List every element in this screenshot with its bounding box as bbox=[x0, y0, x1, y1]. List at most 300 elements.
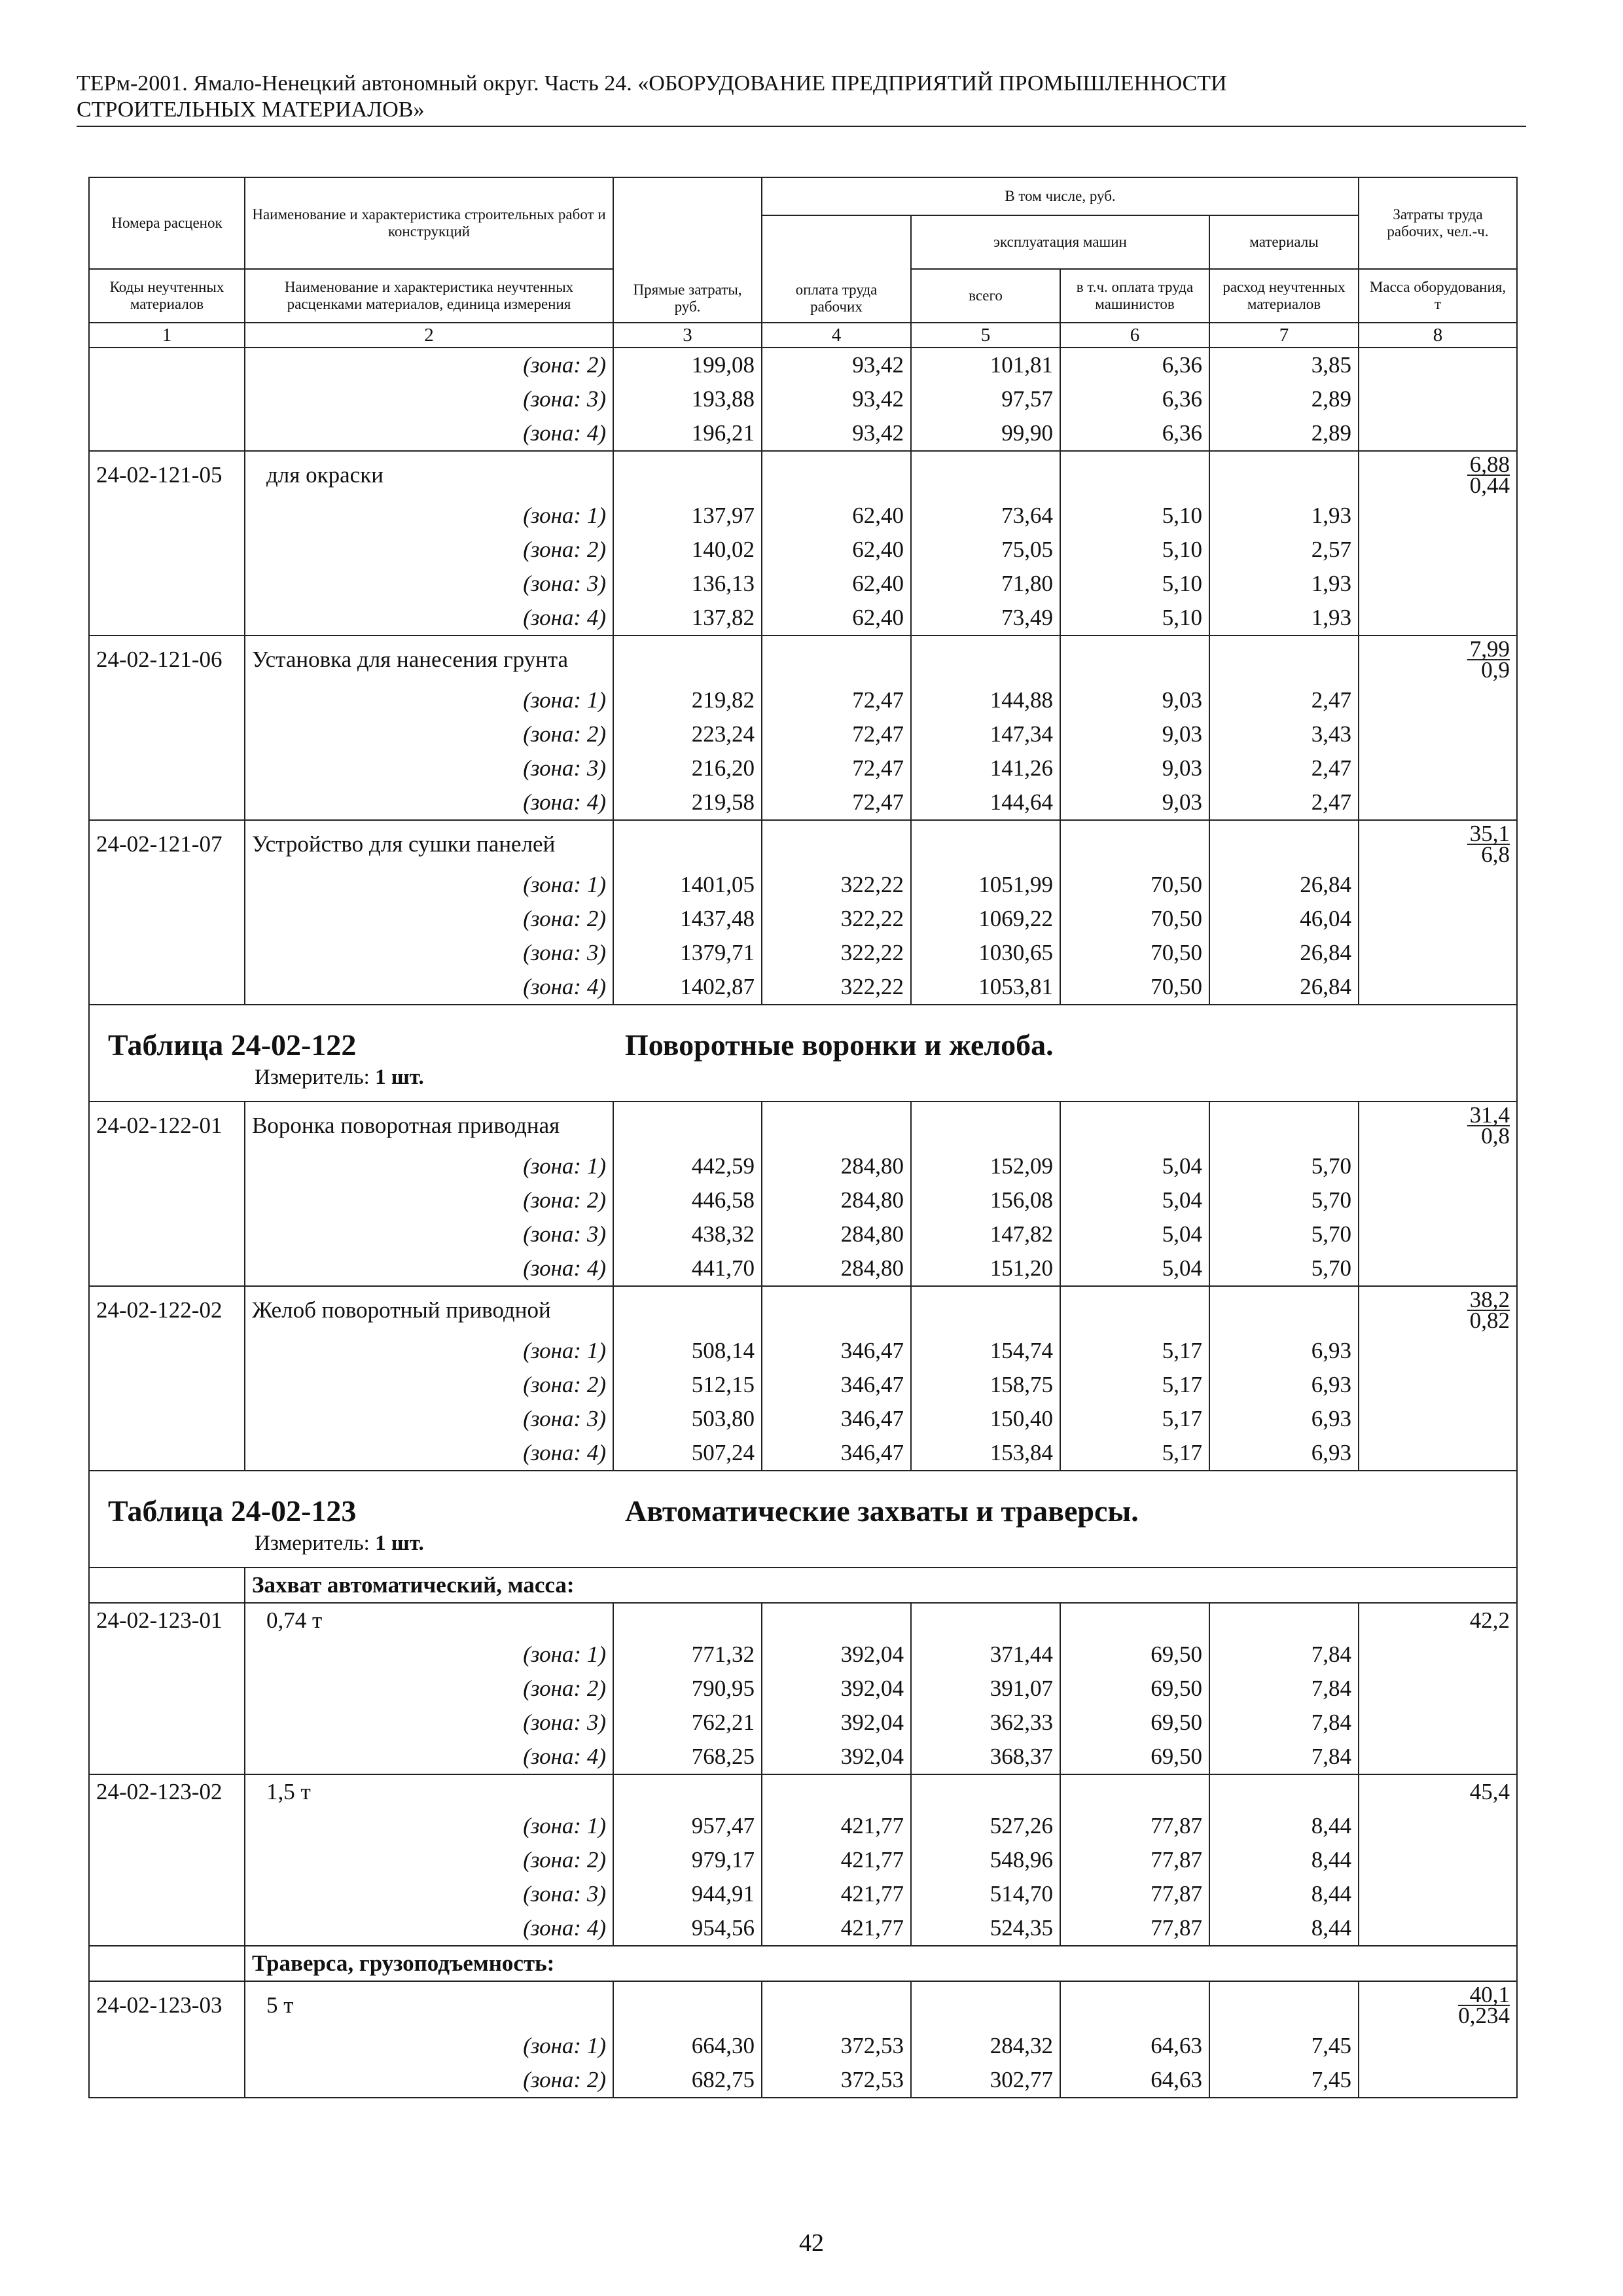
table-row bbox=[89, 499, 1517, 533]
value-cell: 97,57 bbox=[911, 382, 1060, 416]
value-cell: 70,50 bbox=[1060, 936, 1209, 970]
mass-value: 6,8 bbox=[1481, 842, 1510, 867]
rate-code: 24-02-122-02 bbox=[89, 1286, 245, 1334]
value-cell: 156,08 bbox=[911, 1183, 1060, 1217]
value-cell: 72,47 bbox=[762, 717, 911, 751]
zone-label: (зона: 1) bbox=[245, 2029, 613, 2063]
value-cell: 1051,99 bbox=[911, 868, 1060, 902]
value-cell: 136,13 bbox=[613, 567, 762, 601]
zone-label: (зона: 1) bbox=[245, 1809, 613, 1843]
value-cell: 322,22 bbox=[762, 902, 911, 936]
mass-cell bbox=[1359, 2063, 1517, 2098]
zone-label: (зона: 4) bbox=[245, 970, 613, 1005]
rate-row bbox=[89, 1102, 1517, 1149]
value-cell: 1,93 bbox=[1209, 499, 1359, 533]
value-cell: 101,81 bbox=[911, 348, 1060, 382]
value-cell bbox=[911, 636, 1060, 683]
value-cell: 9,03 bbox=[1060, 751, 1209, 785]
rate-code-cell bbox=[89, 1911, 245, 1946]
rate-code-cell bbox=[89, 1638, 245, 1672]
group-heading: Траверса, грузоподъемность: bbox=[245, 1946, 1517, 1981]
mass-cell bbox=[1359, 936, 1517, 970]
value-cell: 421,77 bbox=[762, 1843, 911, 1877]
table-row bbox=[89, 868, 1517, 902]
mass-cell bbox=[1359, 1368, 1517, 1402]
value-cell bbox=[1060, 636, 1209, 683]
value-cell: 77,87 bbox=[1060, 1843, 1209, 1877]
value-cell: 147,82 bbox=[911, 1217, 1060, 1251]
value-cell: 7,84 bbox=[1209, 1706, 1359, 1740]
value-cell: 346,47 bbox=[762, 1402, 911, 1436]
page-header bbox=[77, 71, 1526, 127]
value-cell: 368,37 bbox=[911, 1740, 1060, 1774]
table-row bbox=[89, 1843, 1517, 1877]
value-cell: 3,85 bbox=[1209, 348, 1359, 382]
rate-code-cell bbox=[89, 1672, 245, 1706]
mass-cell bbox=[1359, 348, 1517, 382]
value-cell: 1069,22 bbox=[911, 902, 1060, 936]
value-cell: 2,89 bbox=[1209, 416, 1359, 451]
value-cell bbox=[1209, 1286, 1359, 1334]
zone-label: (зона: 3) bbox=[245, 1706, 613, 1740]
value-cell: 62,40 bbox=[762, 499, 911, 533]
value-cell: 6,36 bbox=[1060, 416, 1209, 451]
value-cell bbox=[613, 1102, 762, 1149]
rate-code: 24-02-123-02 bbox=[89, 1774, 245, 1809]
value-cell: 62,40 bbox=[762, 533, 911, 567]
zone-label: (зона: 3) bbox=[245, 751, 613, 785]
table-row bbox=[89, 683, 1517, 717]
value-cell bbox=[1060, 1102, 1209, 1149]
table-row bbox=[89, 751, 1517, 785]
value-cell: 223,24 bbox=[613, 717, 762, 751]
value-cell bbox=[613, 820, 762, 868]
table-row bbox=[89, 382, 1517, 416]
table-title-cell bbox=[89, 1005, 1517, 1102]
header-line-2: СТРОИТЕЛЬНЫХ МАТЕРИАЛОВ» bbox=[77, 98, 425, 122]
value-cell: 72,47 bbox=[762, 683, 911, 717]
rate-row bbox=[89, 1774, 1517, 1809]
table-measure bbox=[255, 1067, 424, 1088]
value-cell: 6,36 bbox=[1060, 382, 1209, 416]
value-cell: 322,22 bbox=[762, 936, 911, 970]
mass-value: 45,4 bbox=[1359, 1774, 1517, 1809]
zone-label: (зона: 1) bbox=[245, 1638, 613, 1672]
mass-cell bbox=[1359, 717, 1517, 751]
value-cell: 77,87 bbox=[1060, 1809, 1209, 1843]
rate-code-cell bbox=[89, 1809, 245, 1843]
rate-code-cell bbox=[89, 382, 245, 416]
zone-label: (зона: 4) bbox=[245, 1740, 613, 1774]
value-cell: 8,44 bbox=[1209, 1809, 1359, 1843]
header-row-1 bbox=[89, 177, 1517, 215]
value-cell: 2,89 bbox=[1209, 382, 1359, 416]
zone-label: (зона: 1) bbox=[245, 683, 613, 717]
zone-label: (зона: 2) bbox=[245, 2063, 613, 2098]
value-cell bbox=[762, 1981, 911, 2029]
rate-code-cell bbox=[89, 902, 245, 936]
value-cell: 153,84 bbox=[911, 1436, 1060, 1471]
value-cell: 346,47 bbox=[762, 1436, 911, 1471]
value-cell: 421,77 bbox=[762, 1877, 911, 1911]
mass-cell bbox=[1359, 902, 1517, 936]
mass-cell bbox=[1359, 1706, 1517, 1740]
th-material-usage: расход неучтенных материалов bbox=[1209, 269, 1359, 323]
rate-row bbox=[89, 451, 1517, 499]
table-title-row bbox=[89, 1471, 1517, 1568]
value-cell bbox=[762, 451, 911, 499]
value-cell: 154,74 bbox=[911, 1334, 1060, 1368]
value-cell bbox=[911, 1603, 1060, 1638]
table-row bbox=[89, 1809, 1517, 1843]
value-cell: 441,70 bbox=[613, 1251, 762, 1286]
zone-label: (зона: 3) bbox=[245, 1217, 613, 1251]
table-row bbox=[89, 1402, 1517, 1436]
value-cell: 26,84 bbox=[1209, 970, 1359, 1005]
value-cell: 442,59 bbox=[613, 1149, 762, 1183]
labor-mass-fraction bbox=[1359, 1286, 1517, 1334]
value-cell: 5,70 bbox=[1209, 1149, 1359, 1183]
value-cell: 346,47 bbox=[762, 1368, 911, 1402]
zone-label: (зона: 2) bbox=[245, 717, 613, 751]
rate-code-cell bbox=[89, 1568, 245, 1603]
value-cell: 954,56 bbox=[613, 1911, 762, 1946]
value-cell bbox=[1060, 820, 1209, 868]
mass-cell bbox=[1359, 1740, 1517, 1774]
value-cell: 158,75 bbox=[911, 1368, 1060, 1402]
mass-cell bbox=[1359, 1183, 1517, 1217]
value-cell: 5,17 bbox=[1060, 1334, 1209, 1368]
value-cell: 527,26 bbox=[911, 1809, 1060, 1843]
value-cell: 70,50 bbox=[1060, 902, 1209, 936]
value-cell: 548,96 bbox=[911, 1843, 1060, 1877]
value-cell: 7,84 bbox=[1209, 1672, 1359, 1706]
value-cell bbox=[613, 1603, 762, 1638]
labor-mass-fraction bbox=[1359, 451, 1517, 499]
rate-code: 24-02-122-01 bbox=[89, 1102, 245, 1149]
value-cell: 392,04 bbox=[762, 1638, 911, 1672]
table-row bbox=[89, 416, 1517, 451]
mass-cell bbox=[1359, 416, 1517, 451]
table-measure bbox=[255, 1533, 424, 1554]
measure-value: 1 шт. bbox=[375, 1532, 424, 1555]
value-cell: 72,47 bbox=[762, 751, 911, 785]
value-cell: 5,10 bbox=[1060, 567, 1209, 601]
mass-cell bbox=[1359, 785, 1517, 820]
rate-code-cell bbox=[89, 1436, 245, 1471]
table-row bbox=[89, 1877, 1517, 1911]
value-cell: 1,93 bbox=[1209, 601, 1359, 636]
table-row bbox=[89, 1334, 1517, 1368]
th-direct-costs: Прямые затраты, руб. bbox=[613, 177, 762, 323]
header-line-1: ТЕРм-2001. Ямало-Ненецкий автономный округ. Часть 24. «ОБОРУДОВАНИЕ ПРЕДПРИЯТИЙ ПРОМЫШЛЕННОСТИ bbox=[77, 71, 1227, 96]
value-cell: 62,40 bbox=[762, 601, 911, 636]
value-cell: 682,75 bbox=[613, 2063, 762, 2098]
table-title: Автоматические захваты и траверсы. bbox=[625, 1494, 1139, 1528]
value-cell: 147,34 bbox=[911, 717, 1060, 751]
col-number: 5 bbox=[911, 323, 1060, 348]
value-cell: 144,64 bbox=[911, 785, 1060, 820]
rate-code: 24-02-123-03 bbox=[89, 1981, 245, 2029]
value-cell: 3,43 bbox=[1209, 717, 1359, 751]
value-cell: 302,77 bbox=[911, 2063, 1060, 2098]
value-cell: 6,93 bbox=[1209, 1368, 1359, 1402]
value-cell bbox=[762, 1102, 911, 1149]
value-cell: 1437,48 bbox=[613, 902, 762, 936]
value-cell bbox=[613, 1981, 762, 2029]
value-cell: 979,17 bbox=[613, 1843, 762, 1877]
value-cell: 93,42 bbox=[762, 348, 911, 382]
zone-label: (зона: 2) bbox=[245, 348, 613, 382]
mass-cell bbox=[1359, 1911, 1517, 1946]
value-cell: 768,25 bbox=[613, 1740, 762, 1774]
col-number: 6 bbox=[1060, 323, 1209, 348]
zone-label: (зона: 2) bbox=[245, 1368, 613, 1402]
th-material-names: Наименование и характеристика неучтенных расценками материалов, единица измерения bbox=[245, 269, 613, 323]
rate-code-cell bbox=[89, 751, 245, 785]
value-cell: 141,26 bbox=[911, 751, 1060, 785]
th-operator-wages: в т.ч. оплата труда машинистов bbox=[1060, 269, 1209, 323]
value-cell: 664,30 bbox=[613, 2029, 762, 2063]
value-cell: 137,97 bbox=[613, 499, 762, 533]
value-cell: 219,82 bbox=[613, 683, 762, 717]
value-cell: 1053,81 bbox=[911, 970, 1060, 1005]
value-cell: 73,64 bbox=[911, 499, 1060, 533]
measure-value: 1 шт. bbox=[375, 1066, 424, 1089]
value-cell: 196,21 bbox=[613, 416, 762, 451]
table-row bbox=[89, 601, 1517, 636]
value-cell bbox=[762, 1286, 911, 1334]
value-cell: 284,80 bbox=[762, 1251, 911, 1286]
rate-code-cell bbox=[89, 1368, 245, 1402]
rate-code-cell bbox=[89, 1946, 245, 1981]
table-row bbox=[89, 2029, 1517, 2063]
value-cell: 372,53 bbox=[762, 2029, 911, 2063]
rates-table bbox=[88, 177, 1518, 2098]
value-cell: 2,47 bbox=[1209, 751, 1359, 785]
table-title-row bbox=[89, 1005, 1517, 1102]
fraction bbox=[1467, 1102, 1510, 1149]
value-cell: 371,44 bbox=[911, 1638, 1060, 1672]
value-cell: 216,20 bbox=[613, 751, 762, 785]
mass-cell bbox=[1359, 1843, 1517, 1877]
table-row bbox=[89, 1672, 1517, 1706]
mass-value: 0,8 bbox=[1481, 1123, 1510, 1149]
group-heading-row bbox=[89, 1568, 1517, 1603]
table-row bbox=[89, 533, 1517, 567]
value-cell: 8,44 bbox=[1209, 1843, 1359, 1877]
fraction bbox=[1467, 452, 1510, 498]
zone-label: (зона: 2) bbox=[245, 1183, 613, 1217]
rate-code-cell bbox=[89, 1740, 245, 1774]
value-cell bbox=[911, 820, 1060, 868]
value-cell: 391,07 bbox=[911, 1672, 1060, 1706]
value-cell bbox=[1060, 1981, 1209, 2029]
value-cell: 99,90 bbox=[911, 416, 1060, 451]
th-mass: Масса оборудования, т bbox=[1359, 269, 1517, 323]
mass-cell bbox=[1359, 1251, 1517, 1286]
labor-mass-fraction bbox=[1359, 1102, 1517, 1149]
value-cell: 46,04 bbox=[1209, 902, 1359, 936]
value-cell: 199,08 bbox=[613, 348, 762, 382]
zone-label: (зона: 3) bbox=[245, 382, 613, 416]
rate-name: 1,5 т bbox=[245, 1774, 613, 1809]
th-total: всего bbox=[911, 269, 1060, 323]
col-number: 1 bbox=[89, 323, 245, 348]
rate-code: 24-02-121-05 bbox=[89, 451, 245, 499]
rate-code-cell bbox=[89, 2029, 245, 2063]
value-cell: 514,70 bbox=[911, 1877, 1060, 1911]
rate-code-cell bbox=[89, 499, 245, 533]
group-heading: Захват автоматический, масса: bbox=[245, 1568, 1517, 1603]
value-cell bbox=[1060, 1286, 1209, 1334]
labor-value: 38,2 bbox=[1467, 1290, 1510, 1311]
zone-label: (зона: 3) bbox=[245, 1402, 613, 1436]
rate-name: Желоб поворотный приводной bbox=[245, 1286, 613, 1334]
zone-label: (зона: 3) bbox=[245, 567, 613, 601]
value-cell: 790,95 bbox=[613, 1672, 762, 1706]
labor-mass-fraction bbox=[1359, 1981, 1517, 2029]
value-cell: 5,17 bbox=[1060, 1436, 1209, 1471]
table-number: Таблица 24-02-122 bbox=[108, 1028, 357, 1062]
rate-code-cell bbox=[89, 567, 245, 601]
value-cell: 5,10 bbox=[1060, 601, 1209, 636]
table-number: Таблица 24-02-123 bbox=[108, 1494, 357, 1528]
value-cell: 503,80 bbox=[613, 1402, 762, 1436]
value-cell: 5,17 bbox=[1060, 1368, 1209, 1402]
table-row bbox=[89, 567, 1517, 601]
col-number: 7 bbox=[1209, 323, 1359, 348]
value-cell bbox=[911, 1774, 1060, 1809]
mass-cell bbox=[1359, 1638, 1517, 1672]
group-heading-row bbox=[89, 1946, 1517, 1981]
value-cell: 1401,05 bbox=[613, 868, 762, 902]
rate-code-cell bbox=[89, 1149, 245, 1183]
mass-cell bbox=[1359, 1436, 1517, 1471]
th-name: Наименование и характеристика строительных работ и конструкций bbox=[245, 177, 613, 269]
value-cell: 69,50 bbox=[1060, 1740, 1209, 1774]
rate-code-cell bbox=[89, 601, 245, 636]
table-row bbox=[89, 1368, 1517, 1402]
table-row bbox=[89, 1251, 1517, 1286]
rate-code-cell bbox=[89, 1843, 245, 1877]
value-cell: 2,47 bbox=[1209, 683, 1359, 717]
value-cell: 71,80 bbox=[911, 567, 1060, 601]
mass-cell bbox=[1359, 567, 1517, 601]
zone-label: (зона: 4) bbox=[245, 601, 613, 636]
zone-label: (зона: 2) bbox=[245, 902, 613, 936]
value-cell: 8,44 bbox=[1209, 1911, 1359, 1946]
rate-name: для окраски bbox=[245, 451, 613, 499]
value-cell: 137,82 bbox=[613, 601, 762, 636]
th-material-codes: Коды неучтенных материалов bbox=[89, 269, 245, 323]
table-row bbox=[89, 1436, 1517, 1471]
zone-label: (зона: 4) bbox=[245, 1911, 613, 1946]
value-cell: 93,42 bbox=[762, 416, 911, 451]
th-wages: оплата труда рабочих bbox=[762, 215, 911, 323]
value-cell: 64,63 bbox=[1060, 2063, 1209, 2098]
rate-name: 5 т bbox=[245, 1981, 613, 2029]
value-cell bbox=[911, 451, 1060, 499]
col-number: 3 bbox=[613, 323, 762, 348]
value-cell bbox=[762, 1774, 911, 1809]
mass-value: 0,44 bbox=[1469, 473, 1510, 498]
value-cell: 512,15 bbox=[613, 1368, 762, 1402]
value-cell: 6,93 bbox=[1209, 1402, 1359, 1436]
value-cell: 5,70 bbox=[1209, 1217, 1359, 1251]
mass-cell bbox=[1359, 382, 1517, 416]
mass-cell bbox=[1359, 868, 1517, 902]
value-cell bbox=[762, 1603, 911, 1638]
value-cell: 284,32 bbox=[911, 2029, 1060, 2063]
value-cell: 144,88 bbox=[911, 683, 1060, 717]
value-cell: 5,04 bbox=[1060, 1183, 1209, 1217]
table-row bbox=[89, 970, 1517, 1005]
mass-cell bbox=[1359, 1402, 1517, 1436]
value-cell: 69,50 bbox=[1060, 1672, 1209, 1706]
fraction bbox=[1467, 636, 1510, 683]
labor-value: 31,4 bbox=[1467, 1105, 1510, 1126]
rate-code-cell bbox=[89, 970, 245, 1005]
value-cell: 762,21 bbox=[613, 1706, 762, 1740]
rate-code-cell bbox=[89, 717, 245, 751]
value-cell bbox=[1209, 451, 1359, 499]
col-number: 4 bbox=[762, 323, 911, 348]
value-cell: 421,77 bbox=[762, 1809, 911, 1843]
value-cell: 69,50 bbox=[1060, 1638, 1209, 1672]
th-machines: эксплуатация машин bbox=[911, 215, 1209, 269]
rate-code-cell bbox=[89, 1183, 245, 1217]
table-title-cell bbox=[89, 1471, 1517, 1568]
zone-label: (зона: 4) bbox=[245, 1436, 613, 1471]
labor-mass-fraction bbox=[1359, 636, 1517, 683]
value-cell bbox=[1060, 451, 1209, 499]
rate-name: Воронка поворотная приводная bbox=[245, 1102, 613, 1149]
value-cell bbox=[911, 1981, 1060, 2029]
zone-label: (зона: 2) bbox=[245, 1843, 613, 1877]
value-cell bbox=[1209, 1102, 1359, 1149]
value-cell: 438,32 bbox=[613, 1217, 762, 1251]
zone-label: (зона: 3) bbox=[245, 936, 613, 970]
value-cell: 9,03 bbox=[1060, 683, 1209, 717]
mass-cell bbox=[1359, 1334, 1517, 1368]
value-cell bbox=[613, 636, 762, 683]
rate-code: 24-02-121-06 bbox=[89, 636, 245, 683]
value-cell: 392,04 bbox=[762, 1740, 911, 1774]
value-cell: 6,36 bbox=[1060, 348, 1209, 382]
mass-value: 0,9 bbox=[1481, 657, 1510, 683]
rate-code-cell bbox=[89, 1706, 245, 1740]
table-row bbox=[89, 2063, 1517, 2098]
mass-cell bbox=[1359, 1809, 1517, 1843]
value-cell: 9,03 bbox=[1060, 785, 1209, 820]
th-codes: Номера расценок bbox=[89, 177, 245, 269]
rate-row bbox=[89, 1286, 1517, 1334]
value-cell bbox=[613, 1286, 762, 1334]
rate-code-cell bbox=[89, 683, 245, 717]
mass-cell bbox=[1359, 1149, 1517, 1183]
value-cell: 152,09 bbox=[911, 1149, 1060, 1183]
mass-value: 0,82 bbox=[1469, 1308, 1510, 1333]
value-cell bbox=[613, 1774, 762, 1809]
zone-label: (зона: 2) bbox=[245, 1672, 613, 1706]
mass-cell bbox=[1359, 683, 1517, 717]
col-number: 8 bbox=[1359, 323, 1517, 348]
zone-label: (зона: 1) bbox=[245, 868, 613, 902]
zone-label: (зона: 3) bbox=[245, 1877, 613, 1911]
value-cell: 6,93 bbox=[1209, 1436, 1359, 1471]
table-row bbox=[89, 1911, 1517, 1946]
